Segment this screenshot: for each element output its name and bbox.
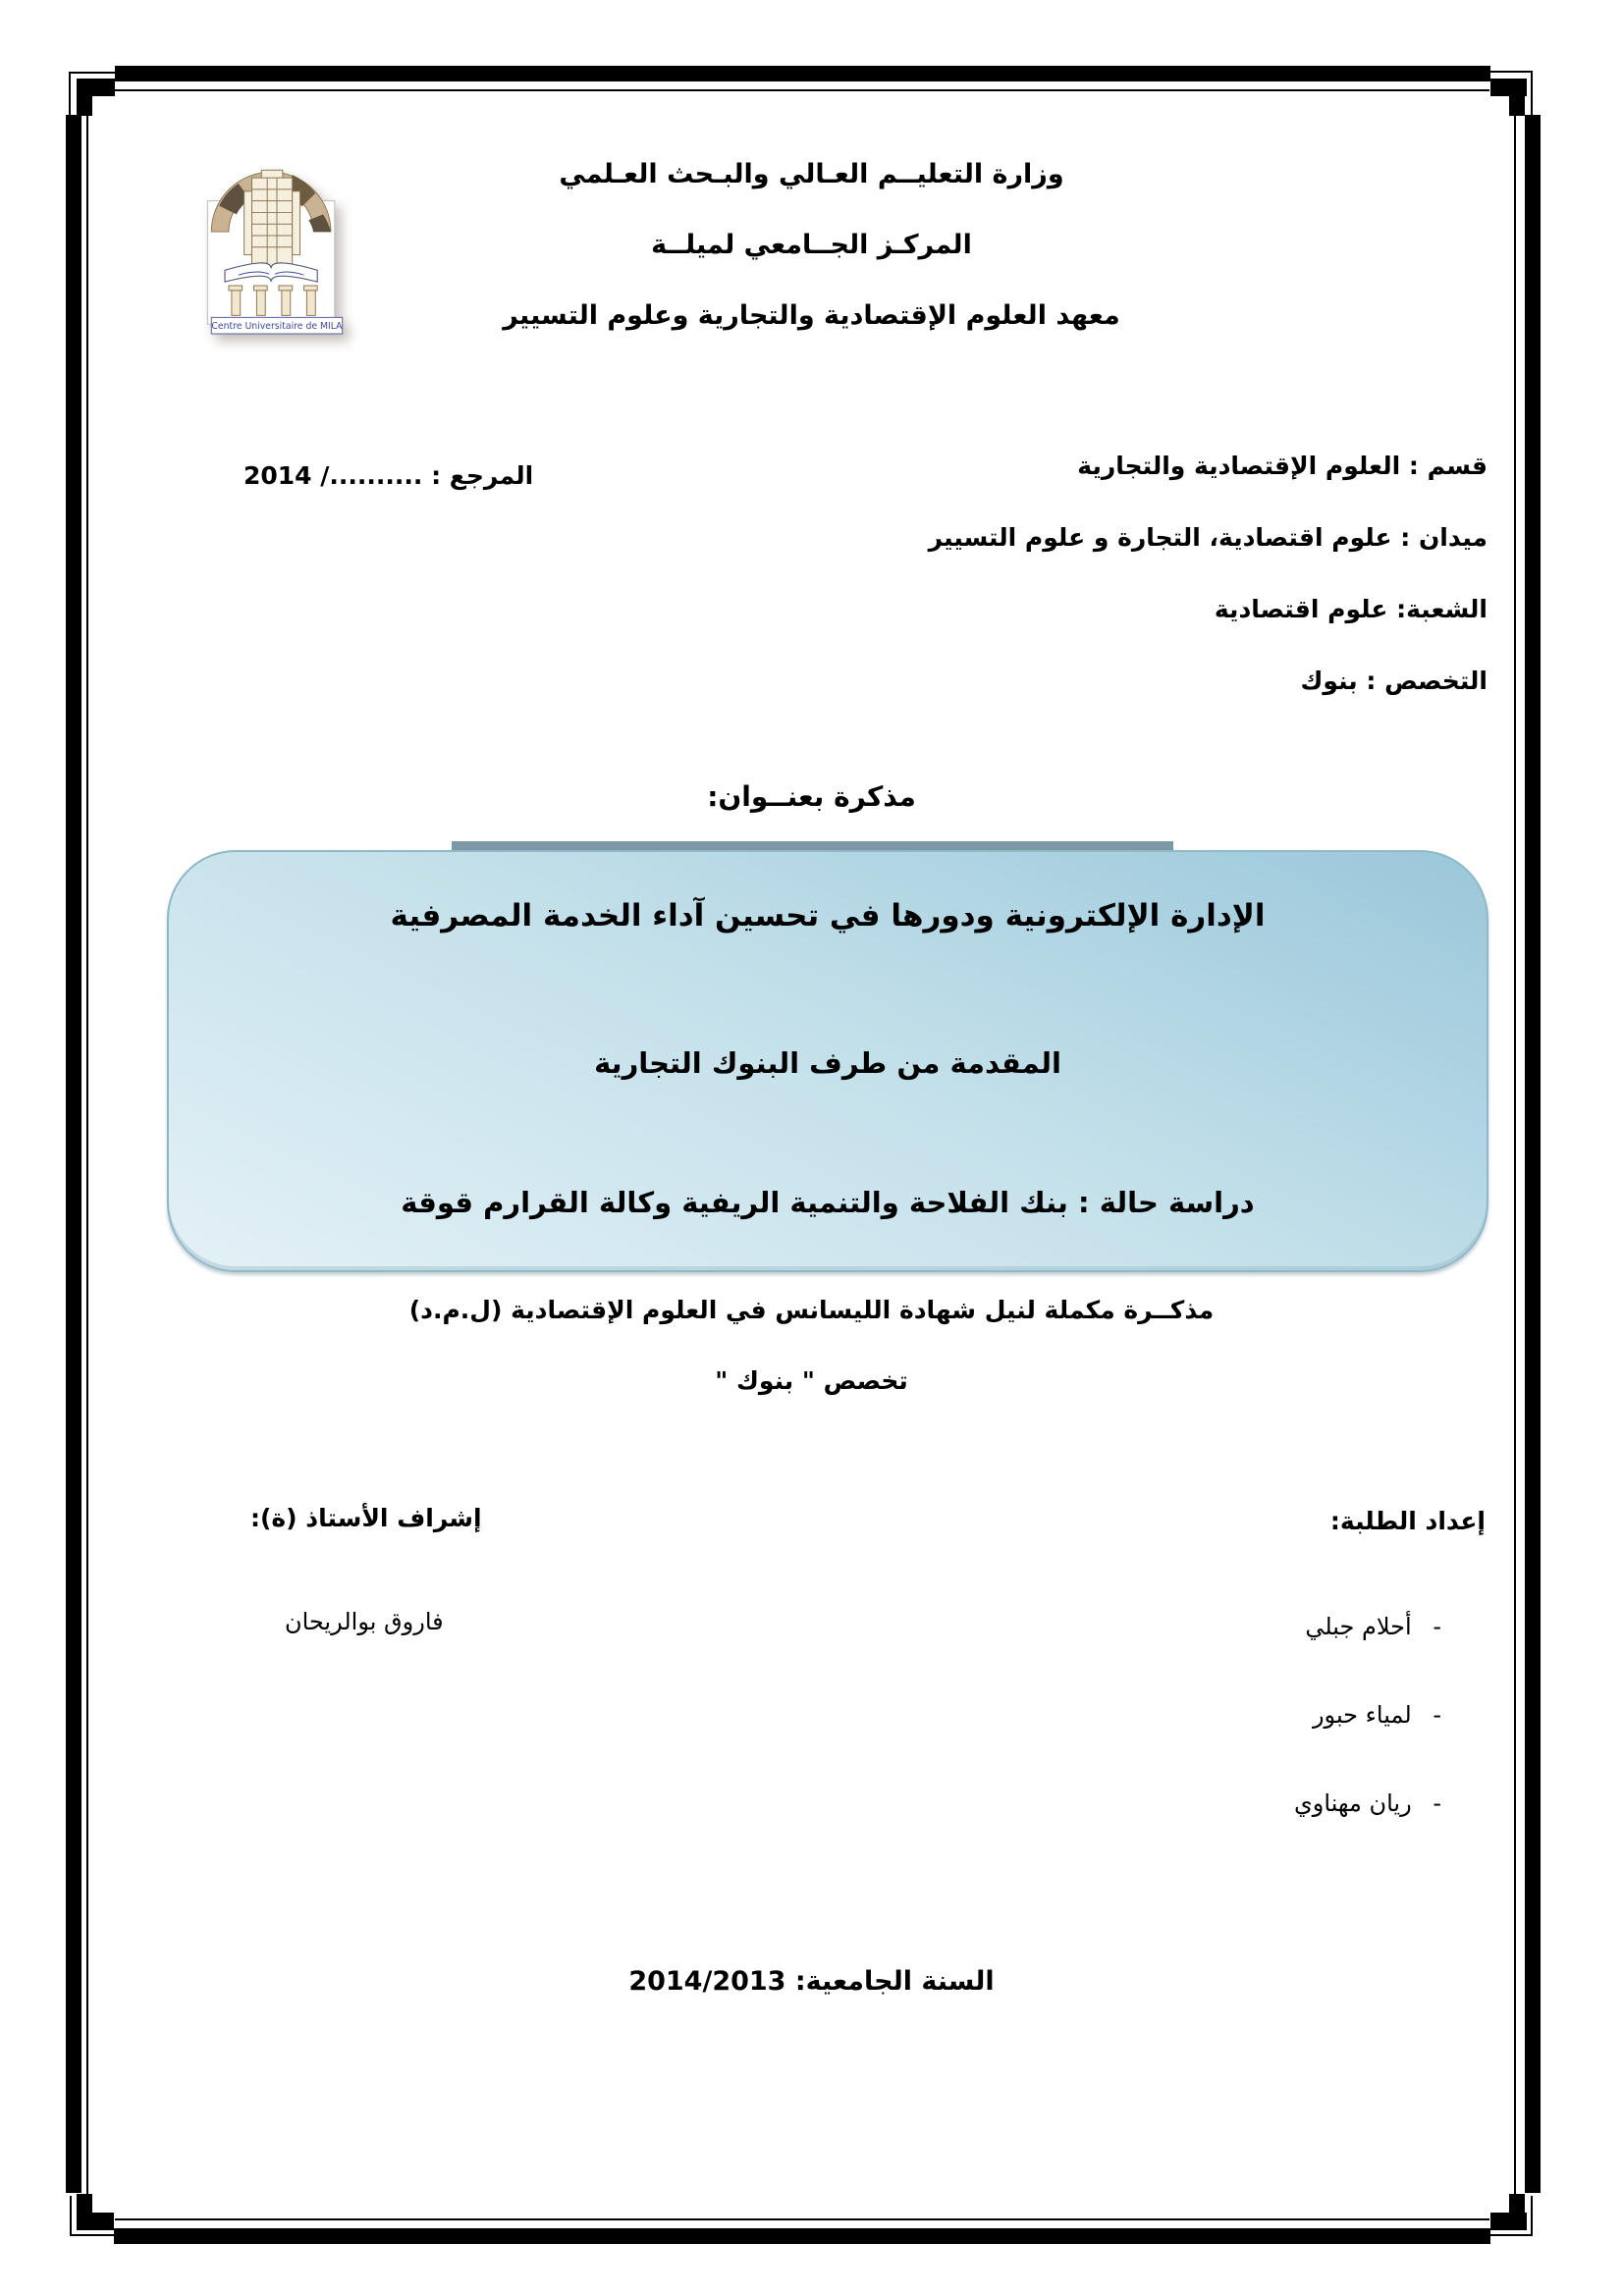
- logo-building: [251, 178, 292, 266]
- branch-line: الشعبة: علوم اقتصادية: [1214, 595, 1488, 623]
- field-line: ميدان : علوم اقتصادية، التجارة و علوم التسيير: [928, 523, 1488, 552]
- logo-caption: Centre Universitaire de MILA: [211, 321, 343, 333]
- list-dash: -: [1433, 1789, 1441, 1817]
- department-line: قسم : العلوم الإقتصادية والتجارية: [1077, 452, 1488, 480]
- university-line: المركـز الجــامعي لميلــة: [651, 230, 972, 260]
- student-name: لمياء حبور: [1312, 1701, 1412, 1729]
- academic-year-line: السنة الجامعية: 2014/2013: [628, 1966, 995, 1997]
- specialty-quote-line: تخصص " بنوك ": [715, 1366, 908, 1395]
- thesis-case-study: دراسة حالة : بنك الفلاحة والتنمية الريفية وكالة القرارم قوقة: [401, 1186, 1255, 1219]
- thesis-title-sub: المقدمة من طرف البنوك التجارية: [594, 1046, 1061, 1080]
- thesis-title-main: الإدارة الإلكترونية ودورها في تحسين آداء الخدمة المصرفية: [390, 898, 1266, 934]
- ministry-line: وزارة التعليــم العـالي والبـحث العـلمي: [559, 159, 1064, 189]
- reference-line: المرجع : ........../ 2014: [243, 461, 534, 490]
- degree-line: مذكــرة مكملة لنيل شهادة الليسانس في العلوم الإقتصادية (ل.م.د): [408, 1296, 1215, 1324]
- list-dash: -: [1433, 1701, 1441, 1729]
- student-row: [1294, 1759, 1441, 1847]
- institute-line: معهد العلوم الإقتصادية والتجارية وعلوم التسيير: [503, 300, 1120, 331]
- thesis-title-box: [167, 850, 1488, 1272]
- student-row: [1294, 1582, 1441, 1671]
- student-name: أحلام جبلي: [1305, 1613, 1412, 1640]
- memo-title-label: مذكرة بعنــوان:: [707, 780, 916, 813]
- list-dash: -: [1433, 1613, 1441, 1640]
- student-name: ريان مهناوي: [1294, 1789, 1412, 1817]
- supervisor-name: فاروق بوالريحان: [285, 1608, 444, 1635]
- students-list: [1294, 1582, 1441, 1847]
- info-block: [929, 430, 1488, 717]
- students-label: إعداد الطلبة:: [1329, 1507, 1486, 1535]
- supervisor-label: إشراف الأستاذ (ة):: [250, 1504, 482, 1532]
- specialty-line: التخصص : بنوك: [1300, 667, 1488, 695]
- header-block: [314, 139, 1309, 351]
- student-row: [1294, 1671, 1441, 1759]
